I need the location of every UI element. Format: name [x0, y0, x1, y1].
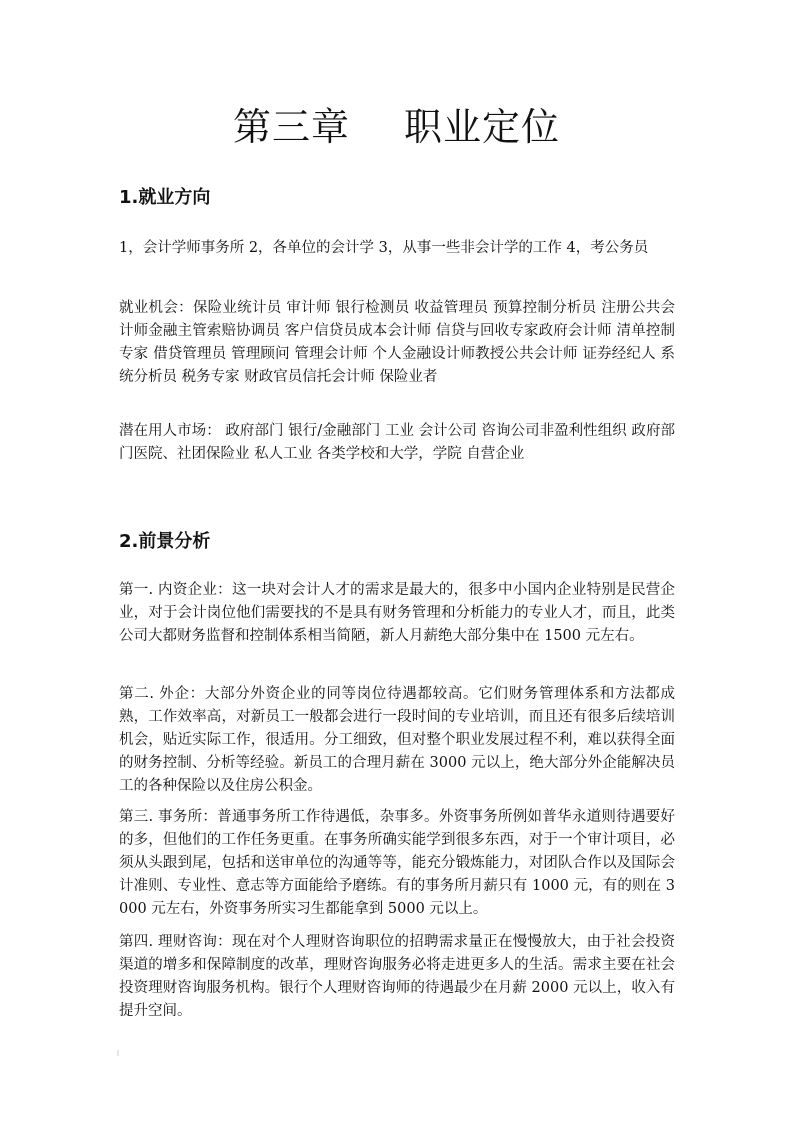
chapter-name: 职业定位	[404, 105, 561, 149]
paragraph-financial-consulting: 第四. 理财咨询：现在对个人理财咨询职位的招聘需求量正在慢慢放大，由于社会投资渠道的增多和保障制度的改革，理财咨询服务必将走进更多人的生活。需求主要在社会投资理财咨询服务机构。银行个人理财咨询师的待遇最少在月薪 2000 元以上，收入有提升空间。	[119, 934, 675, 1019]
paragraph-foreign-enterprises: 第二. 外企：大部分外资企业的同等岗位待遇都较高。它们财务管理体系和方法都成熟，工作效率高，对新员工一般都会进行一段时间的专业培训，而且还有很多后续培训机会，贴近实际工作，很适用。分工细致，但对整个职业发展过程不利，难以获得全面的财务控制、分析等经验。新员工的合理月薪在 3000 元以上，绝大部分外企能解决员工的各种保险以及住房公积金。	[119, 686, 675, 794]
chapter-title	[0, 103, 793, 151]
paragraph-career-options: 1，会计学师事务所 2，各单位的会计学 3，从事一些非会计学的工作 4，考公务员	[119, 240, 649, 256]
paragraph-potential-employers: 潜在用人市场： 政府部门 银行/金融部门 工业 会计公司 咨询公司非盈利性组织 政府部门医院、社团保险业 私人工业 各类学校和大学，学院 自营企业	[119, 423, 675, 462]
chapter-number: 第三章	[232, 105, 350, 149]
section-heading-outlook: 2.前景分析	[119, 531, 211, 552]
paragraph-domestic-enterprises: 第一. 内资企业：这一块对会计人才的需求是最大的，很多中小国内企业特别是民营企业，对于会计岗位他们需要找的不是具有财务管理和分析能力的专业人才，而且，此类公司大都财务监督和控制体系相当简陋，新人月薪绝大部分集中在 1500 元左右。	[119, 582, 675, 644]
paragraph-accounting-firms: 第三. 事务所：普通事务所工作待遇低，杂事多。外资事务所例如普华永道则待遇要好的多，但他们的工作任务更重。在事务所确实能学到很多东西，对于一个审计项目，必须从头跟到尾，包括和送审单位的沟通等等，能充分锻炼能力，对团队合作以及国际会计准则、专业性、意志等方面能给予磨练。有的事务所月薪只有 1000 元，有的则在 3000 元左右，外资事务所实习生都能拿到 5000 元以上。	[119, 809, 675, 917]
page-corner-mark	[117, 1050, 119, 1056]
paragraph-job-opportunities: 就业机会：保险业统计员 审计师 银行检测员 收益管理员 预算控制分析员 注册公共会计师金融主管索赔协调员 客户信贷员成本会计师 信贷与回收专家政府会计师 清单控制专家 借贷管理员 管理顾问 管理会计师 个人金融设计师教授公共会计师 证券经纪人 系统分析员 税务专家 财政官员信托会计师 保险业者	[119, 300, 675, 385]
section-heading-employment: 1.就业方向	[119, 187, 211, 208]
